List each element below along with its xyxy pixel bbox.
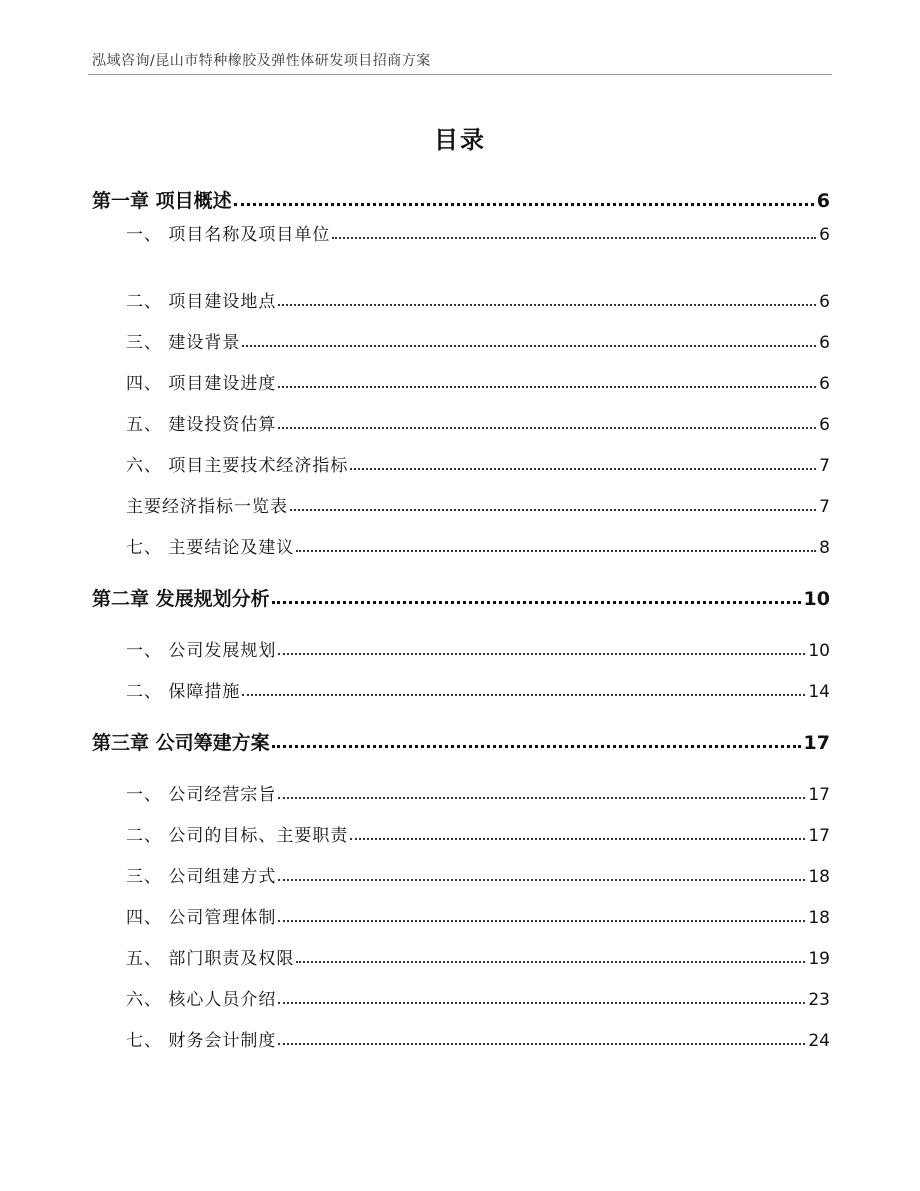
toc-entry-label: 三、 公司组建方式 (126, 867, 277, 887)
toc-entry-label: 主要经济指标一览表 (126, 497, 288, 517)
toc-dot-leader (290, 508, 816, 511)
toc-page-number: 7 (819, 456, 830, 476)
toc-section[interactable] (126, 1026, 830, 1051)
toc-entry-label: 六、 项目主要技术经济指标 (126, 456, 349, 476)
toc-page-number: 6 (819, 333, 830, 353)
toc-chapter-3[interactable] (92, 728, 830, 755)
toc-entry-label: 四、 公司管理体制 (126, 908, 277, 928)
toc-section[interactable] (126, 636, 830, 661)
toc-page-number: 10 (803, 588, 830, 610)
toc-dot-leader (278, 1001, 805, 1004)
toc-dot-leader (296, 960, 805, 963)
toc-dot-leader (272, 744, 801, 748)
toc-entry-label: 三、 建设背景 (126, 333, 241, 353)
toc-chapter-2[interactable] (92, 584, 830, 611)
toc-page-number: 18 (808, 867, 830, 887)
toc-page-number: 8 (819, 538, 830, 558)
toc-section[interactable] (126, 369, 830, 394)
toc-dot-leader (278, 426, 816, 429)
toc-page-number: 24 (808, 1031, 830, 1051)
toc-dot-leader (278, 919, 805, 922)
toc-entry-label: 七、 财务会计制度 (126, 1031, 277, 1051)
toc-entry-label: 第三章 公司筹建方案 (92, 732, 270, 754)
toc-title: 目录 (434, 126, 486, 154)
toc-section[interactable] (126, 821, 830, 846)
toc-section[interactable] (126, 944, 830, 969)
toc-page-number: 7 (819, 497, 830, 517)
toc-page-number: 23 (808, 990, 830, 1010)
toc-entry-label: 五、 建设投资估算 (126, 415, 277, 435)
toc-section[interactable] (126, 533, 830, 558)
toc-page-number: 6 (819, 225, 830, 245)
toc-page-number: 17 (808, 826, 830, 846)
toc-entry-label: 一、 公司经营宗旨 (126, 785, 277, 805)
toc-entry-label: 二、 公司的目标、主要职责 (126, 826, 349, 846)
toc-dot-leader (242, 693, 805, 696)
toc-dot-leader (296, 549, 816, 552)
toc-dot-leader (278, 303, 816, 306)
toc-entry-label: 四、 项目建设进度 (126, 374, 277, 394)
toc-dot-leader (234, 202, 814, 206)
toc-page-number: 17 (808, 785, 830, 805)
toc-entry-label: 六、 核心人员介绍 (126, 990, 277, 1010)
toc-entry-label: 第一章 项目概述 (92, 190, 232, 212)
toc-section[interactable] (126, 862, 830, 887)
toc-dot-leader (278, 878, 805, 881)
toc-dot-leader (332, 236, 816, 239)
toc-entry-label: 五、 部门职责及权限 (126, 949, 295, 969)
toc-dot-leader (242, 344, 816, 347)
toc-section[interactable] (126, 780, 830, 805)
toc-dot-leader (278, 1042, 805, 1045)
toc-page-number: 6 (819, 292, 830, 312)
toc-page-number: 6 (819, 374, 830, 394)
toc-entry-label: 一、 项目名称及项目单位 (126, 225, 331, 245)
toc-dot-leader (278, 652, 805, 655)
toc-entry-label: 二、 保障措施 (126, 682, 241, 702)
header-divider (88, 74, 832, 75)
toc-section[interactable] (126, 220, 830, 245)
toc-page-number: 19 (808, 949, 830, 969)
toc-section[interactable] (126, 451, 830, 476)
toc-dot-leader (272, 600, 801, 604)
toc-dot-leader (278, 385, 816, 388)
toc-page-number: 14 (808, 682, 830, 702)
toc-section[interactable] (126, 903, 830, 928)
toc-page-number: 17 (803, 732, 830, 754)
page-header: 泓域咨询/昆山市特种橡胶及弹性体研发项目招商方案 (92, 53, 431, 69)
toc-dot-leader (278, 796, 805, 799)
toc-section[interactable] (126, 410, 830, 435)
toc-dot-leader (350, 837, 805, 840)
toc-page-number: 18 (808, 908, 830, 928)
toc-section[interactable] (126, 985, 830, 1010)
toc-chapter-1[interactable] (92, 186, 830, 213)
toc-dot-leader (350, 467, 816, 470)
toc-section[interactable] (126, 677, 830, 702)
toc-page-number: 6 (819, 415, 830, 435)
toc-entry-label: 一、 公司发展规划 (126, 641, 277, 661)
toc-entry-label: 七、 主要结论及建议 (126, 538, 295, 558)
toc-section[interactable] (126, 492, 830, 517)
toc-page-number: 6 (816, 190, 830, 212)
toc-entry-label: 第二章 发展规划分析 (92, 588, 270, 610)
toc-page-number: 10 (808, 641, 830, 661)
toc-entry-label: 二、 项目建设地点 (126, 292, 277, 312)
toc-section[interactable] (126, 328, 830, 353)
toc-section[interactable] (126, 287, 830, 312)
